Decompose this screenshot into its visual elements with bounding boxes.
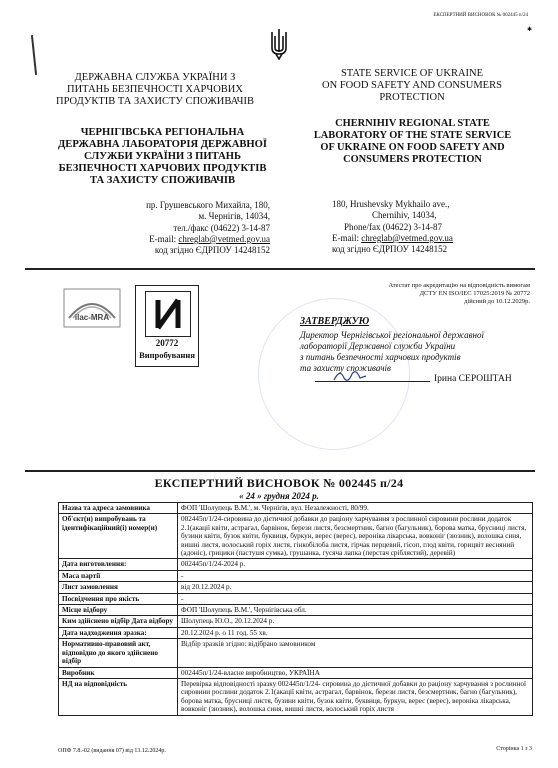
accreditation-mark-icon bbox=[145, 291, 191, 337]
document-title: ЕКСПЕРТНИЙ ВИСНОВОК № 002445 п/24 bbox=[154, 476, 404, 490]
corner-stamp-mark: ✱ bbox=[526, 27, 532, 33]
header-divider bbox=[25, 268, 535, 270]
table-row: Об'єкт(и) випробувань та ідентифікаційний(і) номер(и) 002445п/1/24-сировина до дієтичної добавки до раціону харчування з рослинної сировини рослини додаток 2.1(акації квіти, астрагал, барвінок, берези листя, безсмертник, багно (багульник), борова матка, брусниці листя, бузини квіти, бузок квіти, буквиця, буркун, верес (верес), вероніка лікарська, вовконіг (зюзник), волошка синя, вишні листя, волоський горіх листя, гінкобілоба листя, гірчак перцевий, гісоп, глод квіти, горицвіт весняний (адоніс), грицики (пастушя сумка), грушанка, гусяча лапка (перстач сріблястий), деревій) bbox=[59, 514, 533, 559]
table-row: Лист замовлення від 20.12.2024 р. bbox=[59, 582, 533, 593]
table-row: Місце відбору ФОП 'Шолупець В.М.', Чернігівська обл. bbox=[59, 605, 533, 616]
footer-form-ref: ОПФ 7.8.-02 (видання 07) від 13.12.2024р. bbox=[58, 748, 166, 754]
signature-line bbox=[315, 381, 430, 382]
approval-title: ЗАТВЕРДЖУЮ bbox=[300, 316, 370, 327]
email-link[interactable]: chreglab@vetmed.gov.ua bbox=[361, 232, 453, 243]
ilac-mra-logo-icon bbox=[63, 288, 121, 328]
accreditation-number: 20772 bbox=[155, 338, 179, 348]
table-row: Нормативно-правовий акт, відповідно до якого здійснено відбір Відбір зразків згідно: відібрано замовником bbox=[59, 639, 533, 667]
top-document-ref: ЕКСПЕРТНИЙ ВИСНОВОК № 002445 п/24 bbox=[433, 13, 528, 18]
table-row: Назва та адреса замовника ФОП 'Шолупець В.М.', м. Чернігів, вул. Незалежності, 80/99. bbox=[59, 503, 533, 514]
table-row: Дата надходження зразка: 20.12.2024 р. о 11 год. 55 хв. bbox=[59, 627, 533, 638]
signer-name: Ірина СЕРОШТАН bbox=[434, 374, 512, 384]
header-agency-en: STATE SERVICE OF UKRAINE ON FOOD SAFETY AND CONSUMERS PROTECTION bbox=[322, 68, 502, 103]
address-en: 180, Hrushevsky Mykhailo ave., Chernihiv, 14034, Phone/fax (04622) 3-14-87 E-mail: chreglab@vetmed.gov.ua код згідно ЄДРПОУ 14248152 bbox=[332, 199, 453, 255]
lab-name-ua: ЧЕРНІГІВСЬКА РЕГІОНАЛЬНА ДЕРЖАВНА ЛАБОРАТОРІЯ ДЕРЖАВНОЇ СЛУЖБИ УКРАЇНИ З ПИТАНЬ БЕЗПЕЧНОСТІ ХАРЧОВИХ ПРОДУКТІВ ТА ЗАХИСТУ СПОЖИВАЧІВ bbox=[57, 127, 268, 186]
table-row: Виробник 002445п/1/24-власне виробництво, УКРАЇНА bbox=[59, 667, 533, 678]
footer-page-number: Сторінка 1 з 3 bbox=[496, 746, 532, 752]
accreditation-card bbox=[135, 285, 199, 367]
sample-info-table bbox=[58, 502, 533, 716]
handwritten-signature bbox=[330, 366, 370, 386]
trident-emblem-icon bbox=[268, 28, 290, 60]
accreditation-note: Атестат про акредитацію на відповідність вимогам ДСТУ EN ISO/IEC 17025:2019 № 20772 дійсний до 10.12.2029р. bbox=[388, 282, 530, 305]
pen-mark bbox=[31, 35, 37, 75]
table-row: Дата виготовлення: 002445п/1/24-2024 р. bbox=[59, 559, 533, 570]
table-row: НД на відповідність Перевірка відповідності зразку 002445п/1/24- сировина до дієтичної добавки до раціону харчування з рослинної сировини рослини додаток 2.1(акації квіти, астрагал, барвінок, берези листя, безсмертник, багно (багульник), борова матка, брусниці листя, бузини квіти, бузок квіти, буквиця, буркун, верес (верес), вероніка лікарська, вовконіг (зюзник), волошка синя, вишні листя, волоський горіх листя bbox=[59, 678, 533, 715]
address-ua: пр. Грушевського Михайла, 180, м. Чернігів, 14034, тел./факс (04622) 3-14-87 E-mail: chreglab@vetmed.gov.ua код згідно ЄДРПОУ 14248152 bbox=[146, 200, 270, 256]
lab-name-en: CHERNIHIV REGIONAL STATE LABORATORY OF THE STATE SERVICE OF UKRAINE ON FOOD SAFETY AND CONSUMERS PROTECTION bbox=[313, 118, 512, 165]
table-row: Посвідчення про якість - bbox=[59, 593, 533, 604]
accreditation-label: Випробування bbox=[139, 350, 195, 360]
email-link[interactable]: chreglab@vetmed.gov.ua bbox=[178, 233, 270, 244]
table-row: Маса партії - bbox=[59, 570, 533, 581]
title-divider bbox=[25, 470, 535, 472]
approval-text: Директор Чернігівської регіональної державної лабораторії Державної служби України з питань безпечності харчових продуктів та захисту споживачів bbox=[300, 330, 484, 373]
table-row: Ким здійснено відбір Дата відбору Шолупець Ю.О., 20.12.2024 р. bbox=[59, 616, 533, 627]
document-date: « 24 » грудня 2024 р. bbox=[239, 491, 319, 501]
svg-text:ilac-MRA: ilac-MRA bbox=[74, 313, 110, 322]
header-agency-ua: ДЕРЖАВНА СЛУЖБА УКРАЇНИ З ПИТАНЬ БЕЗПЕЧНОСТІ ХАРЧОВИХ ПРОДУКТІВ ТА ЗАХИСТУ СПОЖИВАЧІВ bbox=[55, 72, 254, 107]
